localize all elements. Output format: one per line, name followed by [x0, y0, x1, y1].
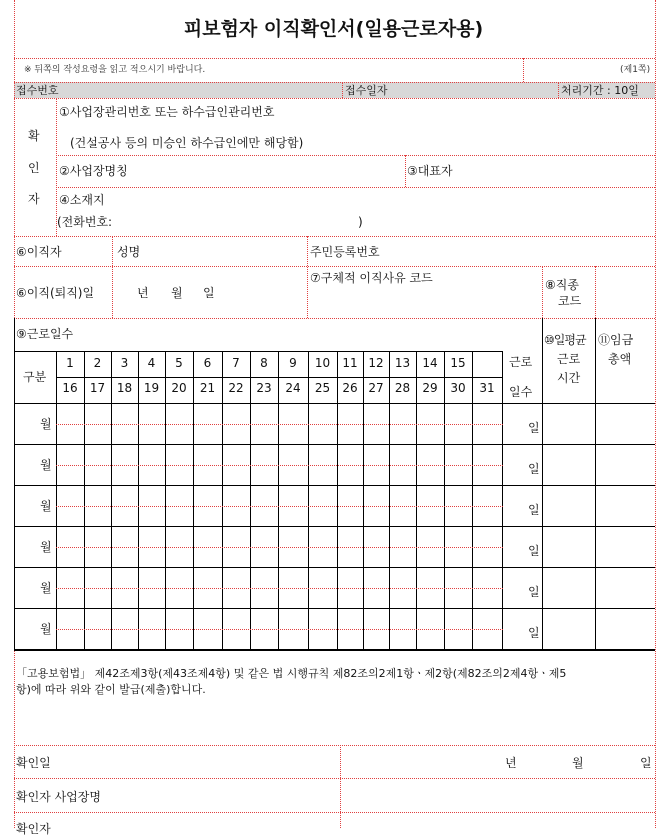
phone-close: ) — [358, 215, 363, 229]
processing-period-label: 처리기간 : 10일 — [561, 84, 639, 97]
rule-line — [278, 351, 279, 650]
day-number: 4 — [147, 356, 156, 370]
days-unit-label: 일 — [528, 462, 540, 476]
day-number: 9 — [289, 356, 297, 370]
rule-line — [56, 98, 57, 236]
leave-day: 일 — [203, 286, 215, 300]
rule-line — [56, 506, 503, 507]
day-number: 14 — [422, 356, 438, 370]
confirmer-side-1: 확 — [28, 129, 40, 143]
day-number: 20 — [171, 381, 187, 395]
avg-hours-label-2: 근로 — [557, 352, 581, 366]
rule-line — [56, 187, 655, 188]
page-indicator: (제1쪽) — [620, 65, 651, 75]
rule-line — [111, 351, 112, 650]
rule-line — [56, 547, 503, 548]
day-number: 27 — [368, 381, 384, 395]
rule-line — [14, 650, 655, 651]
confirm-year: 년 — [505, 756, 517, 770]
confirm-month: 월 — [572, 756, 584, 770]
day-number: 1 — [66, 356, 74, 370]
name-label: 성명 — [117, 245, 141, 259]
rule-line — [14, 403, 655, 404]
day-number: 19 — [143, 381, 160, 395]
days-unit-label: 일 — [528, 544, 540, 558]
legal-text-1: 「고용보험법」 제42조제3항(제43조제4항) 및 같은 법 시행규칙 제82조의2제1항ㆍ제2항(제82조의2제4항ㆍ제5 — [16, 667, 567, 680]
rule-line — [542, 318, 543, 650]
rule-line — [56, 351, 57, 650]
day-number: 23 — [256, 381, 272, 395]
month-label: 월 — [40, 622, 52, 636]
rule-line — [595, 266, 596, 318]
day-number: 17 — [89, 381, 106, 395]
rrn-label: 주민등록번호 — [310, 245, 380, 259]
avg-hours-label-1: ⑩일평균 — [544, 333, 586, 347]
rule-line — [14, 812, 655, 813]
rule-line — [363, 351, 364, 650]
work-days-section-label: ⑨근로일수 — [16, 327, 74, 341]
confirmer-side-2: 인 — [28, 161, 40, 175]
day-number: 12 — [368, 356, 384, 370]
confirmer-biz-label: 확인자 사업장명 — [16, 790, 101, 804]
rule-line — [14, 318, 655, 319]
biz-no-label: ①사업장관리번호 또는 하수급인관리번호 — [59, 105, 275, 119]
job-code-label-2: 코드 — [558, 294, 582, 308]
rule-line — [14, 608, 655, 609]
rule-line — [165, 351, 166, 650]
rule-line — [250, 351, 251, 650]
leave-date-label: ⑥이직(퇴직)일 — [16, 286, 95, 300]
month-label: 월 — [40, 417, 52, 431]
days-unit-label: 일 — [528, 626, 540, 640]
leave-year: 년 — [137, 286, 149, 300]
day-number: 6 — [203, 356, 212, 370]
day-number: 30 — [450, 381, 466, 395]
month-label: 월 — [40, 458, 52, 472]
day-number: 16 — [62, 381, 78, 395]
receipt-no-label: 접수번호 — [16, 84, 59, 97]
rule-line — [56, 465, 503, 466]
legal-text-2: 항)에 따라 위와 같이 발급(제출)합니다. — [16, 683, 206, 696]
rule-line — [14, 526, 655, 527]
avg-hours-label-3: 시간 — [557, 371, 581, 385]
biz-name-label: ②사업장명칭 — [59, 164, 128, 178]
work-label-1: 근로 — [509, 355, 533, 369]
rule-line — [444, 351, 445, 650]
rule-line — [56, 155, 655, 156]
form-title: 피보험자 이직확인서(일용근로자용) — [183, 18, 484, 40]
rule-line — [337, 351, 338, 650]
month-label: 월 — [40, 581, 52, 595]
rule-line — [342, 82, 343, 98]
rule-line — [56, 377, 503, 378]
phone-label: (전화번호: — [57, 215, 113, 229]
rule-line — [308, 351, 309, 650]
confirm-date-label: 확인일 — [16, 756, 51, 770]
rule-line — [56, 629, 503, 630]
days-unit-label: 일 — [528, 585, 540, 599]
rule-line — [14, 318, 15, 650]
day-number: 26 — [342, 381, 358, 395]
page-border — [655, 0, 656, 828]
rule-line — [193, 351, 194, 650]
rule-line — [14, 778, 655, 779]
day-number: 2 — [93, 356, 102, 370]
rule-line — [14, 236, 655, 237]
days-unit-label: 일 — [528, 421, 540, 435]
rule-line — [14, 444, 655, 445]
leave-month: 월 — [171, 286, 183, 300]
day-number: 18 — [116, 381, 133, 395]
rule-line — [14, 567, 655, 568]
confirmer-side-3: 자 — [28, 192, 40, 206]
rule-line — [307, 236, 308, 318]
rule-line — [112, 236, 113, 318]
job-code-label-1: ⑧직종 — [545, 278, 579, 292]
day-number: 7 — [232, 356, 240, 370]
rule-line — [14, 266, 655, 267]
rule-line — [472, 351, 473, 650]
rule-line — [56, 588, 503, 589]
receipt-date-label: 접수일자 — [345, 84, 388, 97]
day-number: 22 — [228, 381, 244, 395]
rule-line — [222, 351, 223, 650]
biz-no-note: (건설공사 등의 미승인 하수급인에만 해당함) — [70, 136, 304, 150]
month-label: 월 — [40, 540, 52, 554]
reason-code-label: ⑦구체적 이직사유 코드 — [310, 271, 433, 285]
rule-line — [389, 351, 390, 650]
total-wage-label-1: ⑪임금 — [598, 333, 634, 347]
representative-label: ③대표자 — [407, 164, 453, 178]
day-number: 25 — [314, 381, 331, 395]
day-number: 13 — [394, 356, 411, 370]
day-number: 8 — [260, 356, 268, 370]
rule-line — [56, 424, 503, 425]
address-label: ④소재지 — [59, 193, 105, 207]
day-number: 29 — [422, 381, 438, 395]
rule-line — [14, 98, 655, 99]
day-number: 24 — [285, 381, 301, 395]
day-number: 28 — [394, 381, 411, 395]
leaver-label: ⑥이직자 — [16, 245, 62, 259]
confirm-day: 일 — [640, 756, 652, 770]
day-number: 5 — [175, 356, 183, 370]
notice-text: ※ 뒤쪽의 작성요령을 읽고 적으시기 바랍니다. — [24, 65, 206, 75]
rule-line — [595, 318, 596, 650]
gubun-label: 구분 — [23, 370, 47, 384]
day-number: 15 — [450, 356, 466, 370]
total-wage-label-2: 총액 — [608, 352, 632, 366]
rule-line — [138, 351, 139, 650]
rule-line — [542, 266, 543, 318]
day-number: 3 — [120, 356, 129, 370]
rule-line — [14, 351, 503, 352]
rule-line — [416, 351, 417, 650]
day-number: 10 — [314, 356, 331, 370]
rule-line — [14, 58, 655, 59]
rule-line — [84, 351, 85, 650]
rule-line — [523, 58, 524, 82]
rule-line — [14, 485, 655, 486]
rule-line — [405, 155, 406, 187]
month-label: 월 — [40, 499, 52, 513]
rule-line — [14, 745, 655, 746]
cutoff-text: 확인자 — [16, 822, 51, 836]
day-number: 21 — [199, 381, 216, 395]
day-number: 11 — [342, 356, 358, 370]
day-number: 31 — [479, 381, 495, 395]
rule-line — [502, 351, 503, 650]
rule-line — [340, 745, 341, 828]
work-label-2: 일수 — [509, 385, 533, 399]
days-unit-label: 일 — [528, 503, 540, 517]
rule-line — [558, 82, 559, 98]
